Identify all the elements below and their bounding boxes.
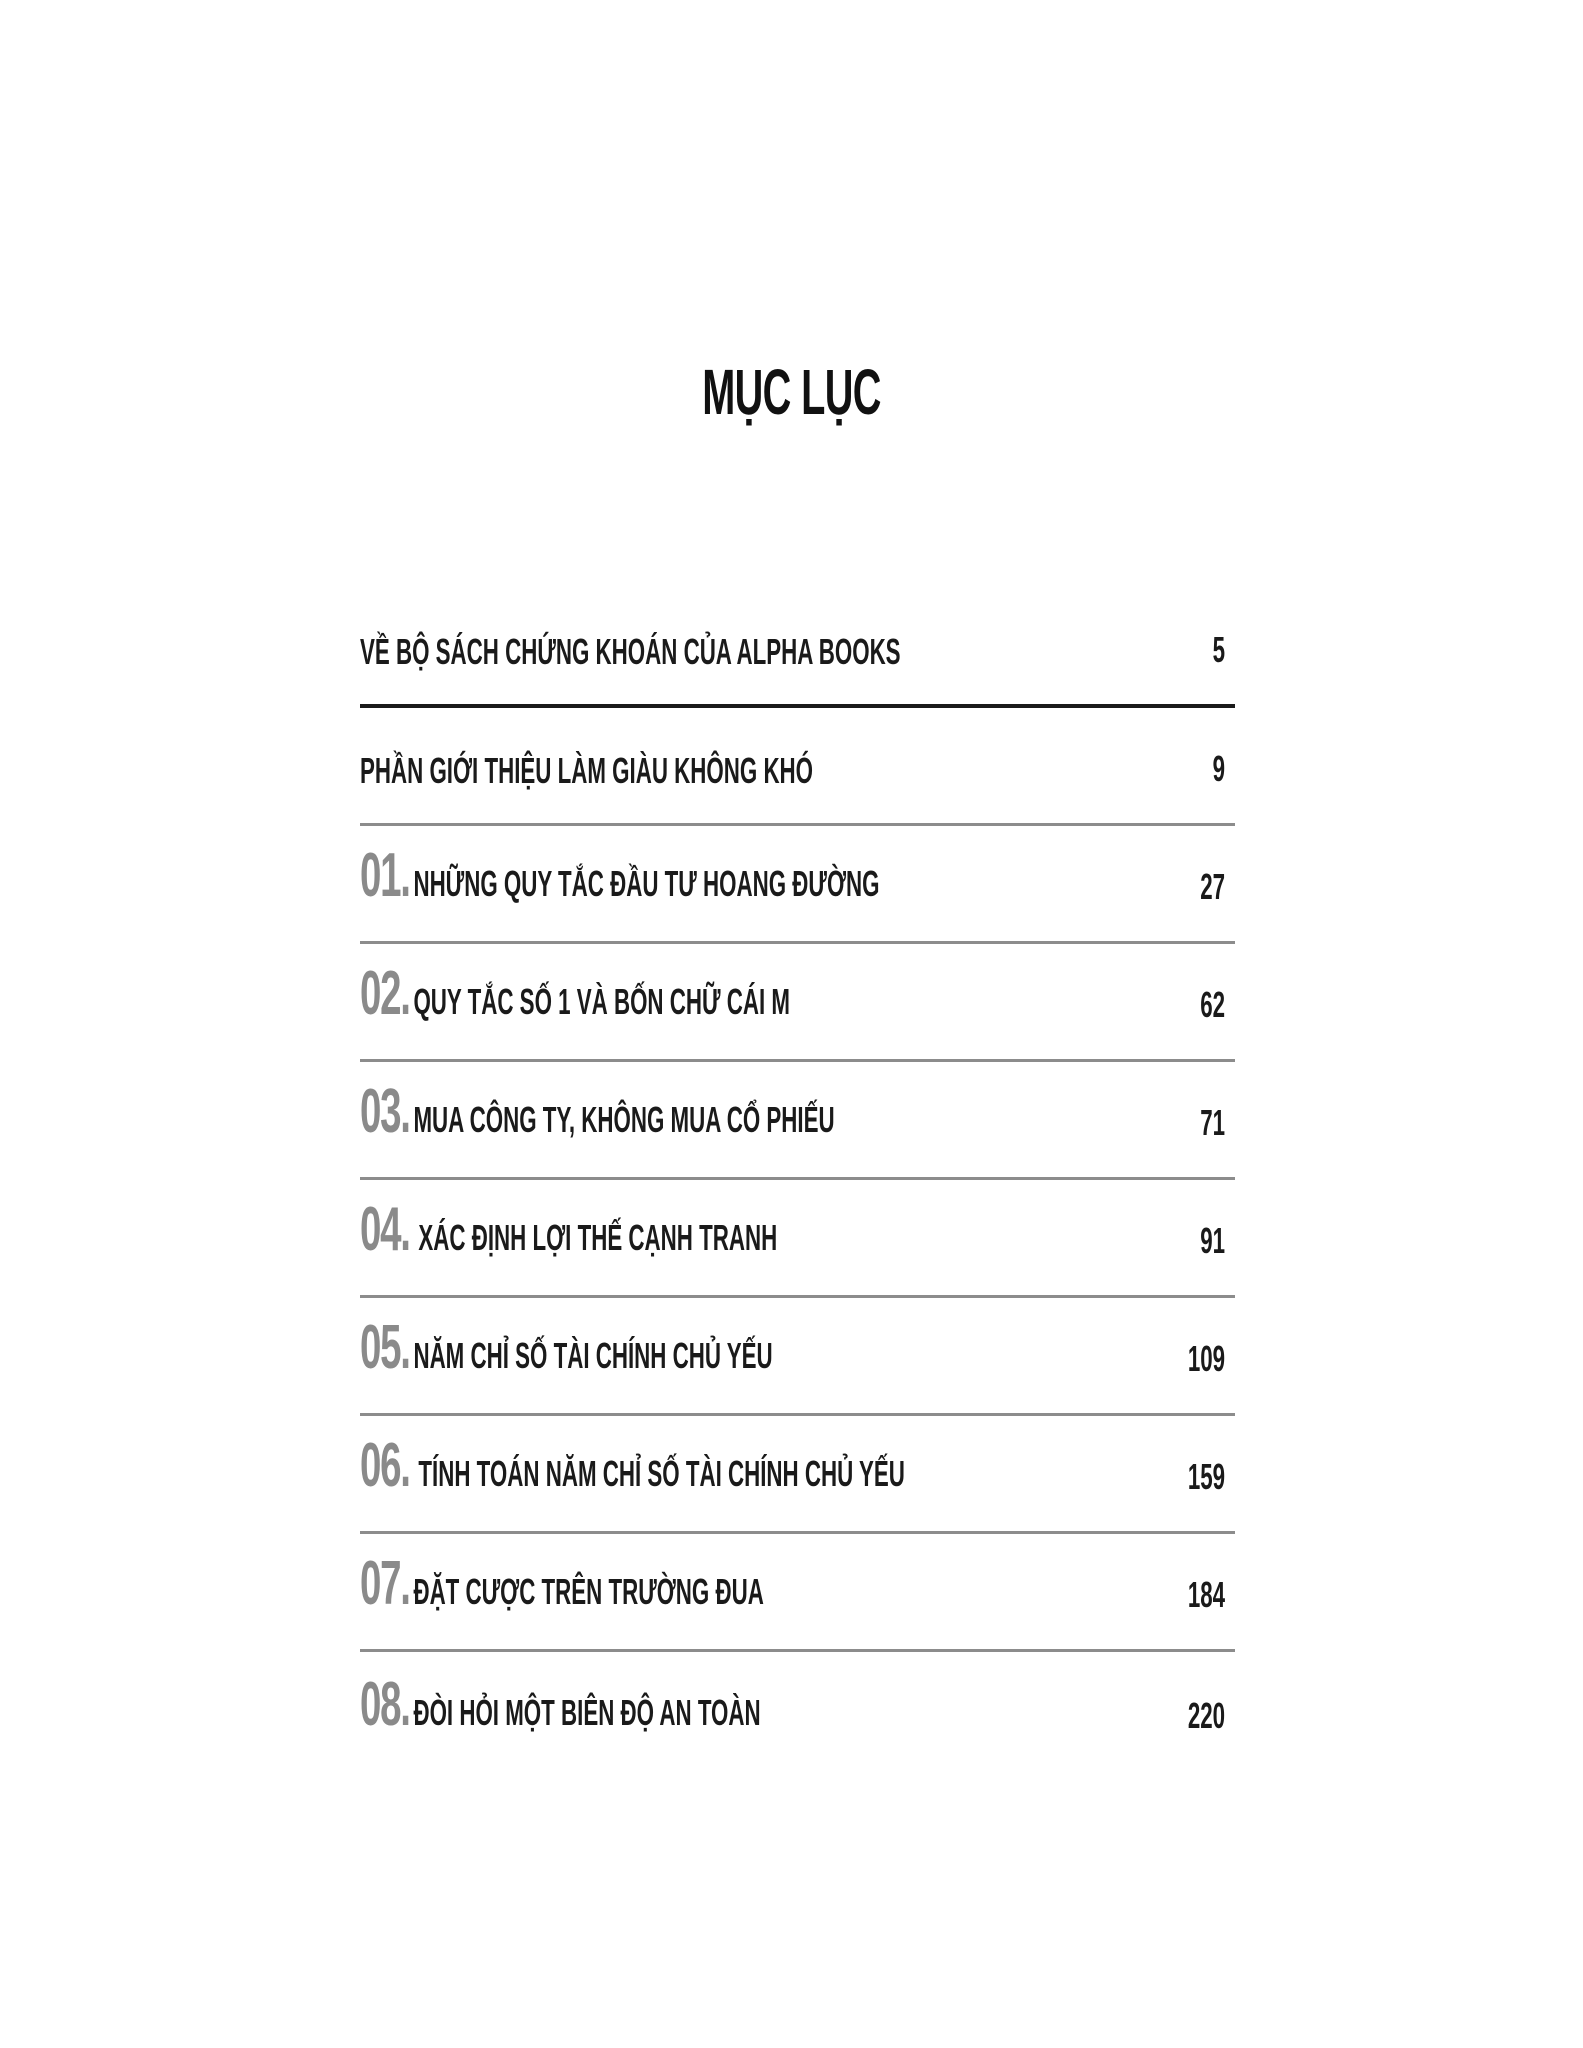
toc-entry-chapter-02[interactable] xyxy=(360,944,1235,1062)
toc-entry-chapter-08[interactable] xyxy=(360,1652,1235,1770)
toc-entry-title: VỀ BỘ SÁCH CHỨNG KHOÁN CỦA ALPHA BOOKS xyxy=(360,631,901,672)
toc-entry-page: 220 xyxy=(1187,1695,1225,1736)
toc-entry-title: QUY TẮC SỐ 1 VÀ BỐN CHỮ CÁI M xyxy=(413,981,790,1022)
page-title: MỤC LỤC xyxy=(702,356,881,428)
toc-entry-title: XÁC ĐỊNH LỢI THẾ CẠNH TRANH xyxy=(418,1217,778,1258)
toc-entry-page: 109 xyxy=(1187,1338,1225,1379)
toc-entry-introduction[interactable] xyxy=(360,708,1235,826)
toc-entry-title: PHẦN GIỚI THIỆU LÀM GIÀU KHÔNG KHÓ xyxy=(360,750,814,791)
toc-entry-title: MUA CÔNG TY, KHÔNG MUA CỔ PHIẾU xyxy=(413,1099,835,1140)
toc-entry-chapter-01[interactable] xyxy=(360,826,1235,944)
chapter-number: 05. xyxy=(360,1313,410,1382)
toc-entry-page: 27 xyxy=(1200,866,1225,907)
chapter-number: 07. xyxy=(360,1549,410,1618)
toc-entry-title: TÍNH TOÁN NĂM CHỈ SỐ TÀI CHÍNH CHỦ YẾU xyxy=(418,1453,905,1494)
toc-entry-title: ĐẶT CƯỢC TRÊN TRƯỜNG ĐUA xyxy=(413,1571,764,1612)
toc-entry-title: ĐÒI HỎI MỘT BIÊN ĐỘ AN TOÀN xyxy=(413,1692,761,1733)
toc-entry-chapter-04[interactable] xyxy=(360,1180,1235,1298)
toc-entry-chapter-06[interactable] xyxy=(360,1416,1235,1534)
toc-entry-page: 9 xyxy=(1212,748,1225,789)
toc-entry-chapter-05[interactable] xyxy=(360,1298,1235,1416)
toc-entry-page: 5 xyxy=(1212,629,1225,670)
toc-entry-page: 184 xyxy=(1187,1574,1225,1615)
toc-entry-page: 91 xyxy=(1200,1220,1225,1261)
toc-entry-page: 159 xyxy=(1187,1456,1225,1497)
chapter-number: 06. xyxy=(360,1431,410,1500)
toc-entry-page: 71 xyxy=(1200,1102,1225,1143)
toc-entry-intro-series[interactable] xyxy=(360,590,1235,708)
chapter-number: 01. xyxy=(360,841,410,910)
toc-entry-page: 62 xyxy=(1200,984,1225,1025)
chapter-number: 08. xyxy=(360,1670,410,1739)
chapter-number: 02. xyxy=(360,959,410,1028)
chapter-number: 03. xyxy=(360,1077,410,1146)
table-of-contents xyxy=(360,590,1235,1770)
toc-entry-chapter-07[interactable] xyxy=(360,1534,1235,1652)
chapter-number: 04. xyxy=(360,1195,410,1264)
toc-entry-title: NĂM CHỈ SỐ TÀI CHÍNH CHỦ YẾU xyxy=(413,1335,773,1376)
toc-entry-chapter-03[interactable] xyxy=(360,1062,1235,1180)
toc-entry-title: NHỮNG QUY TẮC ĐẦU TƯ HOANG ĐƯỜNG xyxy=(413,863,880,904)
